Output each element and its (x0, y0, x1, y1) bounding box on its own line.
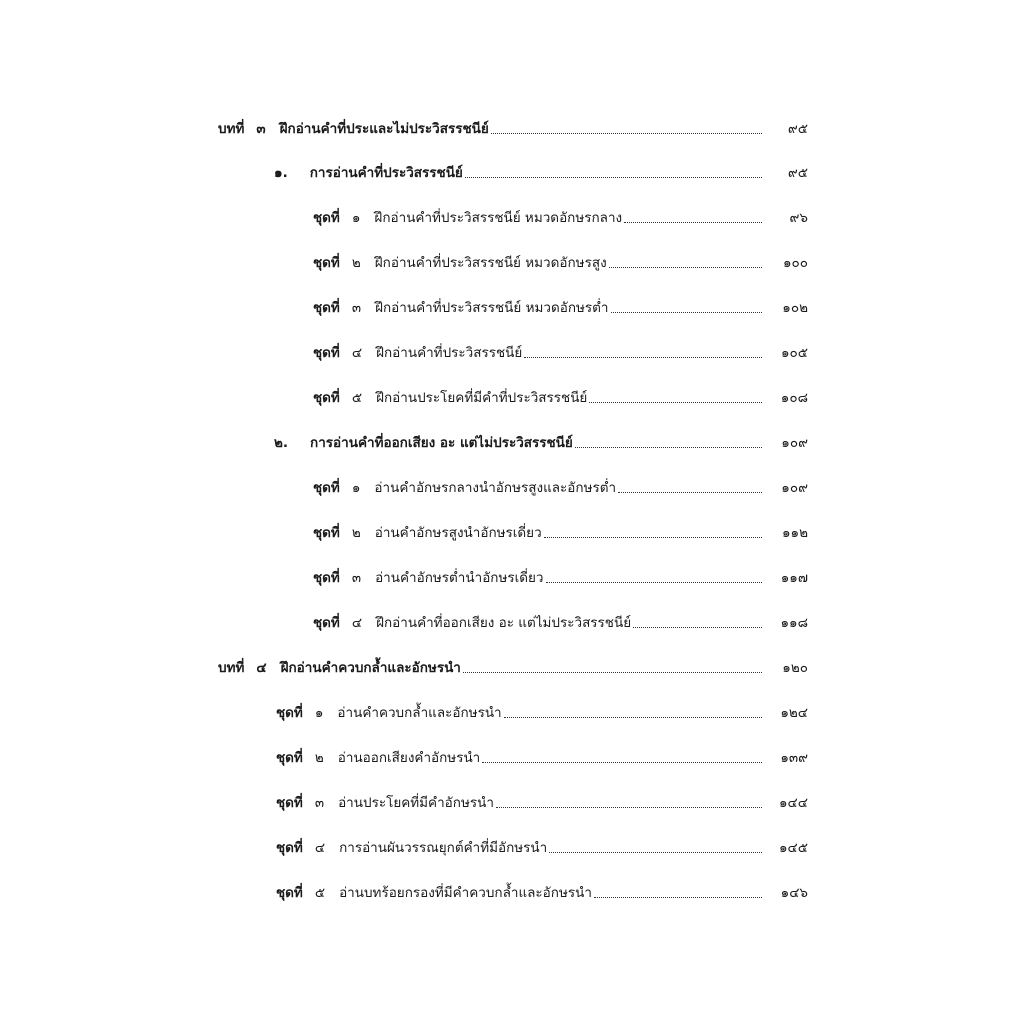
toc-page-number: ๑๐๙ (781, 435, 808, 451)
toc-prefix: ชุดที่ (313, 345, 340, 361)
toc-title: อ่านคำควบกล้ำและอักษรนำ (337, 705, 502, 721)
toc-title: ฝึกอ่านคำที่ประวิสรรชนีย์ หมวดอักษรสูง (374, 255, 607, 271)
toc-number: ๓ (351, 300, 362, 316)
toc-set-row (313, 512, 808, 542)
toc-title: อ่านออกเสียงคำอักษรนำ (337, 750, 481, 766)
toc-prefix: ชุดที่ (313, 570, 340, 586)
toc-set-row (313, 377, 808, 407)
toc-title: ฝึกอ่านคำควบกล้ำและอักษรนำ (280, 660, 461, 676)
dot-leader (544, 536, 762, 538)
dot-leader (463, 671, 762, 673)
dot-leader (589, 401, 762, 403)
toc-page-number: ๑๐๒ (782, 300, 808, 316)
dot-leader (633, 626, 762, 628)
toc-page-number: ๑๓๙ (780, 750, 808, 766)
toc-prefix: ชุดที่ (276, 750, 303, 766)
toc-page-number: ๑๐๘ (780, 390, 808, 406)
dot-leader (491, 132, 762, 134)
toc-title: ฝึกอ่านคำที่ออกเสียง อะ แต่ไม่ประวิสรรชนีย์ (376, 615, 632, 631)
toc-page-number: ๑๐๙ (781, 480, 808, 496)
toc-number: ๑ (351, 210, 361, 226)
toc-set-row (276, 872, 808, 902)
toc-number: ๓ (256, 121, 266, 137)
toc-set-row (276, 782, 808, 812)
toc-page-number: ๑๐๕ (780, 345, 808, 361)
toc-set-row (313, 557, 808, 587)
toc-page-number: ๑๔๖ (780, 885, 808, 901)
toc-number: ๒ (351, 255, 361, 271)
toc-prefix: ชุดที่ (313, 390, 340, 406)
toc-number: ๑ (314, 705, 324, 721)
toc-section-row (274, 152, 808, 182)
toc-number: ๕ (351, 390, 363, 406)
toc-set-row (313, 332, 808, 362)
toc-number: ๔ (351, 345, 363, 361)
toc-page-number: ๑๑๘ (780, 615, 808, 631)
toc-number: ๒. (274, 435, 289, 451)
toc-page-number: ๑๔๕ (778, 840, 808, 856)
toc-page-number: ๑๒๐ (782, 660, 808, 676)
toc-title: ฝึกอ่านประโยคที่มีคำที่ประวิสรรชนีย์ (376, 390, 588, 406)
toc-prefix: ชุดที่ (313, 525, 340, 541)
dot-leader (465, 176, 762, 178)
toc-prefix: ชุดที่ (276, 795, 303, 811)
dot-leader (611, 311, 762, 313)
toc-number: ๓ (314, 795, 325, 811)
toc-title: ฝึกอ่านคำที่ประและไม่ประวิสรรชนีย์ (279, 121, 489, 137)
toc-title: การอ่านคำที่ออกเสียง อะ แต่ไม่ประวิสรรชนีย์ (310, 435, 573, 451)
toc-page-number: ๙๕ (787, 165, 808, 181)
toc-prefix: ชุดที่ (276, 705, 303, 721)
toc-prefix: ชุดที่ (313, 615, 340, 631)
toc-set-row (313, 602, 808, 632)
toc-prefix: ชุดที่ (276, 840, 303, 856)
toc-title: ฝึกอ่านคำที่ประวิสรรชนีย์ หมวดอักษรกลาง (374, 210, 623, 226)
toc-number: ๒ (314, 750, 324, 766)
toc-prefix: บทที่ (218, 121, 245, 137)
dot-leader (496, 806, 762, 808)
toc-number: ๔ (256, 660, 267, 676)
toc-title: อ่านบทร้อยกรองที่มีคำควบกล้ำและอักษรนำ (339, 885, 592, 901)
toc-set-row (276, 737, 808, 767)
toc-title: การอ่านผันวรรณยุกต์คำที่มีอักษรนำ (339, 840, 548, 856)
dot-leader (549, 851, 762, 853)
dot-leader (482, 761, 762, 763)
toc-number: ๑ (351, 480, 361, 496)
toc-number: ๒ (351, 525, 361, 541)
toc-number: ๑. (274, 165, 288, 181)
toc-prefix: ชุดที่ (313, 210, 340, 226)
toc-page-number: ๑๑๗ (780, 570, 808, 586)
toc-prefix: ชุดที่ (313, 480, 340, 496)
toc-number: ๔ (314, 840, 326, 856)
dot-leader (594, 896, 762, 898)
toc-section-row (274, 422, 808, 452)
dot-leader (575, 446, 762, 448)
toc-prefix: ชุดที่ (276, 885, 303, 901)
toc-set-row (313, 467, 808, 497)
dot-leader (504, 716, 762, 718)
toc-page-number: ๑๔๔ (778, 795, 808, 811)
toc-number: ๓ (351, 570, 362, 586)
dot-leader (524, 356, 762, 358)
toc-title: ฝึกอ่านคำที่ประวิสรรชนีย์ หมวดอักษรต่ำ (375, 300, 609, 316)
dot-leader (609, 266, 762, 268)
toc-title: อ่านประโยคที่มีคำอักษรนำ (338, 795, 494, 811)
toc-page-number: ๑๒๔ (780, 705, 808, 721)
toc-title: ฝึกอ่านคำที่ประวิสรรชนีย์ (376, 345, 523, 361)
dot-leader (546, 581, 763, 583)
dot-leader (618, 491, 762, 493)
toc-chapter-row (218, 647, 808, 677)
toc-set-row (313, 287, 808, 317)
toc-chapter-row (218, 108, 808, 138)
toc-title: อ่านคำอักษรสูงนำอักษรเดี่ยว (374, 525, 542, 541)
toc-set-row (313, 242, 808, 272)
toc-title: อ่านคำอักษรต่ำนำอักษรเดี่ยว (375, 570, 544, 586)
toc-page-number: ๙๕ (787, 121, 808, 137)
toc-title: อ่านคำอักษรกลางนำอักษรสูงและอักษรต่ำ (374, 480, 617, 496)
toc-set-row (313, 197, 808, 227)
toc-page-number: ๑๐๐ (782, 255, 808, 271)
toc-prefix: บทที่ (218, 660, 245, 676)
toc-prefix: ชุดที่ (313, 300, 340, 316)
toc-number: ๕ (314, 885, 326, 901)
toc-title: การอ่านคำที่ประวิสรรชนีย์ (309, 165, 463, 181)
toc-set-row (276, 692, 808, 722)
toc-set-row (276, 827, 808, 857)
toc-page-number: ๙๖ (789, 210, 808, 226)
toc-page-number: ๑๑๒ (781, 525, 808, 541)
toc-number: ๔ (351, 615, 363, 631)
toc-prefix: ชุดที่ (313, 255, 340, 271)
dot-leader (624, 221, 762, 223)
